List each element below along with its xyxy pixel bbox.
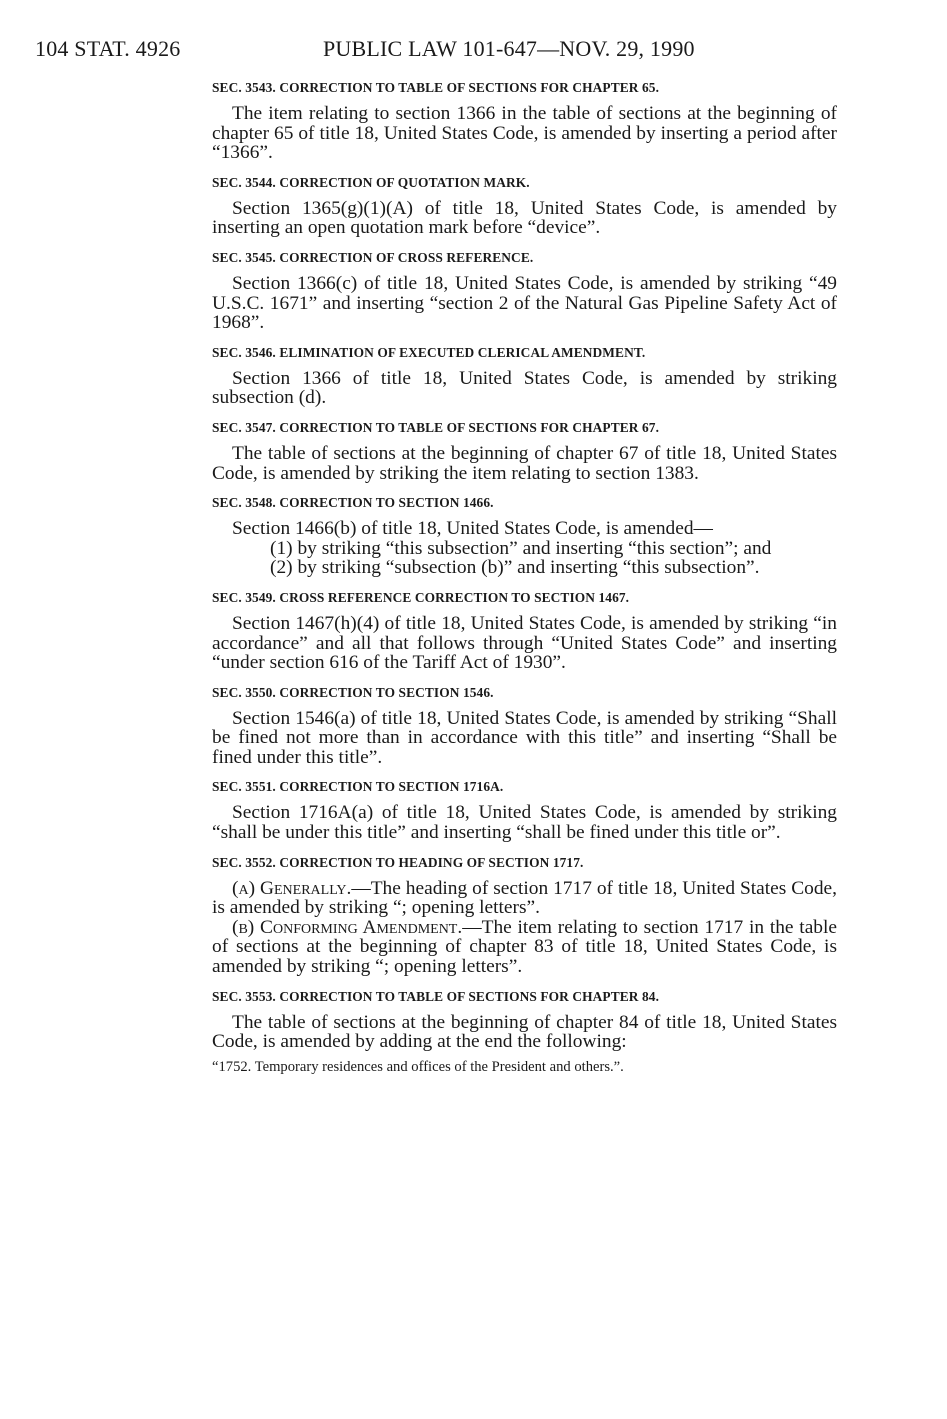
section-text: The table of sections at the beginning of chapter 84 of title 18, United States Code, is amended by adding at the end the following: <box>212 1011 837 1053</box>
section-heading: SEC. 3547. CORRECTION TO TABLE OF SECTIONS FOR CHAPTER 67. <box>212 419 660 435</box>
section-text: Section 1546(a) of title 18, United States Code, is amended by striking “Shall be fined not more than in accordance with this title” and inserting “Shall be fined under this title”. <box>212 707 837 768</box>
section-heading: SEC. 3546. ELIMINATION OF EXECUTED CLERICAL AMENDMENT. <box>212 344 646 360</box>
section-text: Section 1716A(a) of title 18, United States Code, is amended by striking “shall be under this title” and inserting “shall be fined under this title or”. <box>212 802 837 844</box>
section-3546 <box>212 345 837 408</box>
section-text: Section 1467(h)(4) of title 18, United States Code, is amended by striking “in accordance” and all that follows through “United States Code” and inserting “under section 616 of the Tariff Act of 1930”. <box>212 612 837 674</box>
public-law-title: PUBLIC LAW 101-647—NOV. 29, 1990 <box>323 36 695 61</box>
section-3552 <box>212 855 837 977</box>
table-of-sections-entry: “1752. Temporary residences and offices of the President and others.”. <box>212 1058 624 1075</box>
section-heading: SEC. 3543. CORRECTION TO TABLE OF SECTIONS FOR CHAPTER 65. <box>212 80 660 95</box>
subsection-a-text: —The heading of section 1717 of title 18, United States Code, is amended by striking “; opening letters”. <box>212 877 838 919</box>
section-text: Section 1466(b) of title 18, United States Code, is amended— <box>232 518 713 540</box>
subsection-b <box>212 918 837 977</box>
section-3548 <box>212 495 837 578</box>
section-3550 <box>212 685 837 768</box>
section-heading: SEC. 3550. CORRECTION TO SECTION 1546. <box>212 684 494 700</box>
subsection-a <box>212 879 837 918</box>
paragraph-2: (2) by striking “subsection (b)” and inserting “this subsection”. <box>270 557 760 579</box>
section-heading: SEC. 3545. CORRECTION OF CROSS REFERENCE. <box>212 249 534 265</box>
section-3543 <box>212 80 837 163</box>
running-header <box>35 36 835 66</box>
section-text: The table of sections at the beginning of chapter 67 of title 18, United States Code, is amended by striking the item relating to section 1383. <box>212 442 837 484</box>
section-heading: SEC. 3551. CORRECTION TO SECTION 1716A. <box>212 779 504 795</box>
section-text: Section 1365(g)(1)(A) of title 18, United States Code, is amended by inserting an open quotation mark before “device”. <box>212 197 837 239</box>
section-heading: SEC. 3544. CORRECTION OF QUOTATION MARK. <box>212 174 530 190</box>
section-3545 <box>212 250 837 333</box>
section-text: The item relating to section 1366 in the table of sections at the beginning of chapter 65 of title 18, United States Code, is amended by inserting a period after “1366”. <box>212 103 837 164</box>
section-heading: SEC. 3549. CROSS REFERENCE CORRECTION TO SECTION 1467. <box>212 589 630 605</box>
section-3547 <box>212 420 837 483</box>
section-text: Section 1366(c) of title 18, United States Code, is amended by striking “49 U.S.C. 1671” and inserting “section 2 of the Natural Gas Pipeline Safety Act of 1968”. <box>212 272 837 334</box>
section-heading: SEC. 3552. CORRECTION TO HEADING OF SECTION 1717. <box>212 854 584 870</box>
section-3553 <box>212 989 837 1076</box>
section-3551 <box>212 779 837 842</box>
subsection-b-label: (b) Conforming Amendment. <box>232 916 463 938</box>
section-heading: SEC. 3553. CORRECTION TO TABLE OF SECTIONS FOR CHAPTER 84. <box>212 988 660 1004</box>
subsection-b-text: —The item relating to section 1717 in the table of sections at the beginning of chapter 83 of title 18, United States Code, is amended by striking “; opening letters”. <box>212 916 837 978</box>
section-3549 <box>212 590 837 673</box>
stat-page-number: 104 STAT. 4926 <box>35 36 181 61</box>
section-heading: SEC. 3548. CORRECTION TO SECTION 1466. <box>212 495 494 511</box>
paragraph-1: (1) by striking “this subsection” and inserting “this section”; and <box>270 537 772 559</box>
section-3544 <box>212 175 837 238</box>
subsection-a-label: (a) Generally. <box>232 877 352 899</box>
body-column <box>212 80 837 1088</box>
section-text: Section 1366 of title 18, United States Code, is amended by striking subsection (d). <box>212 367 837 409</box>
